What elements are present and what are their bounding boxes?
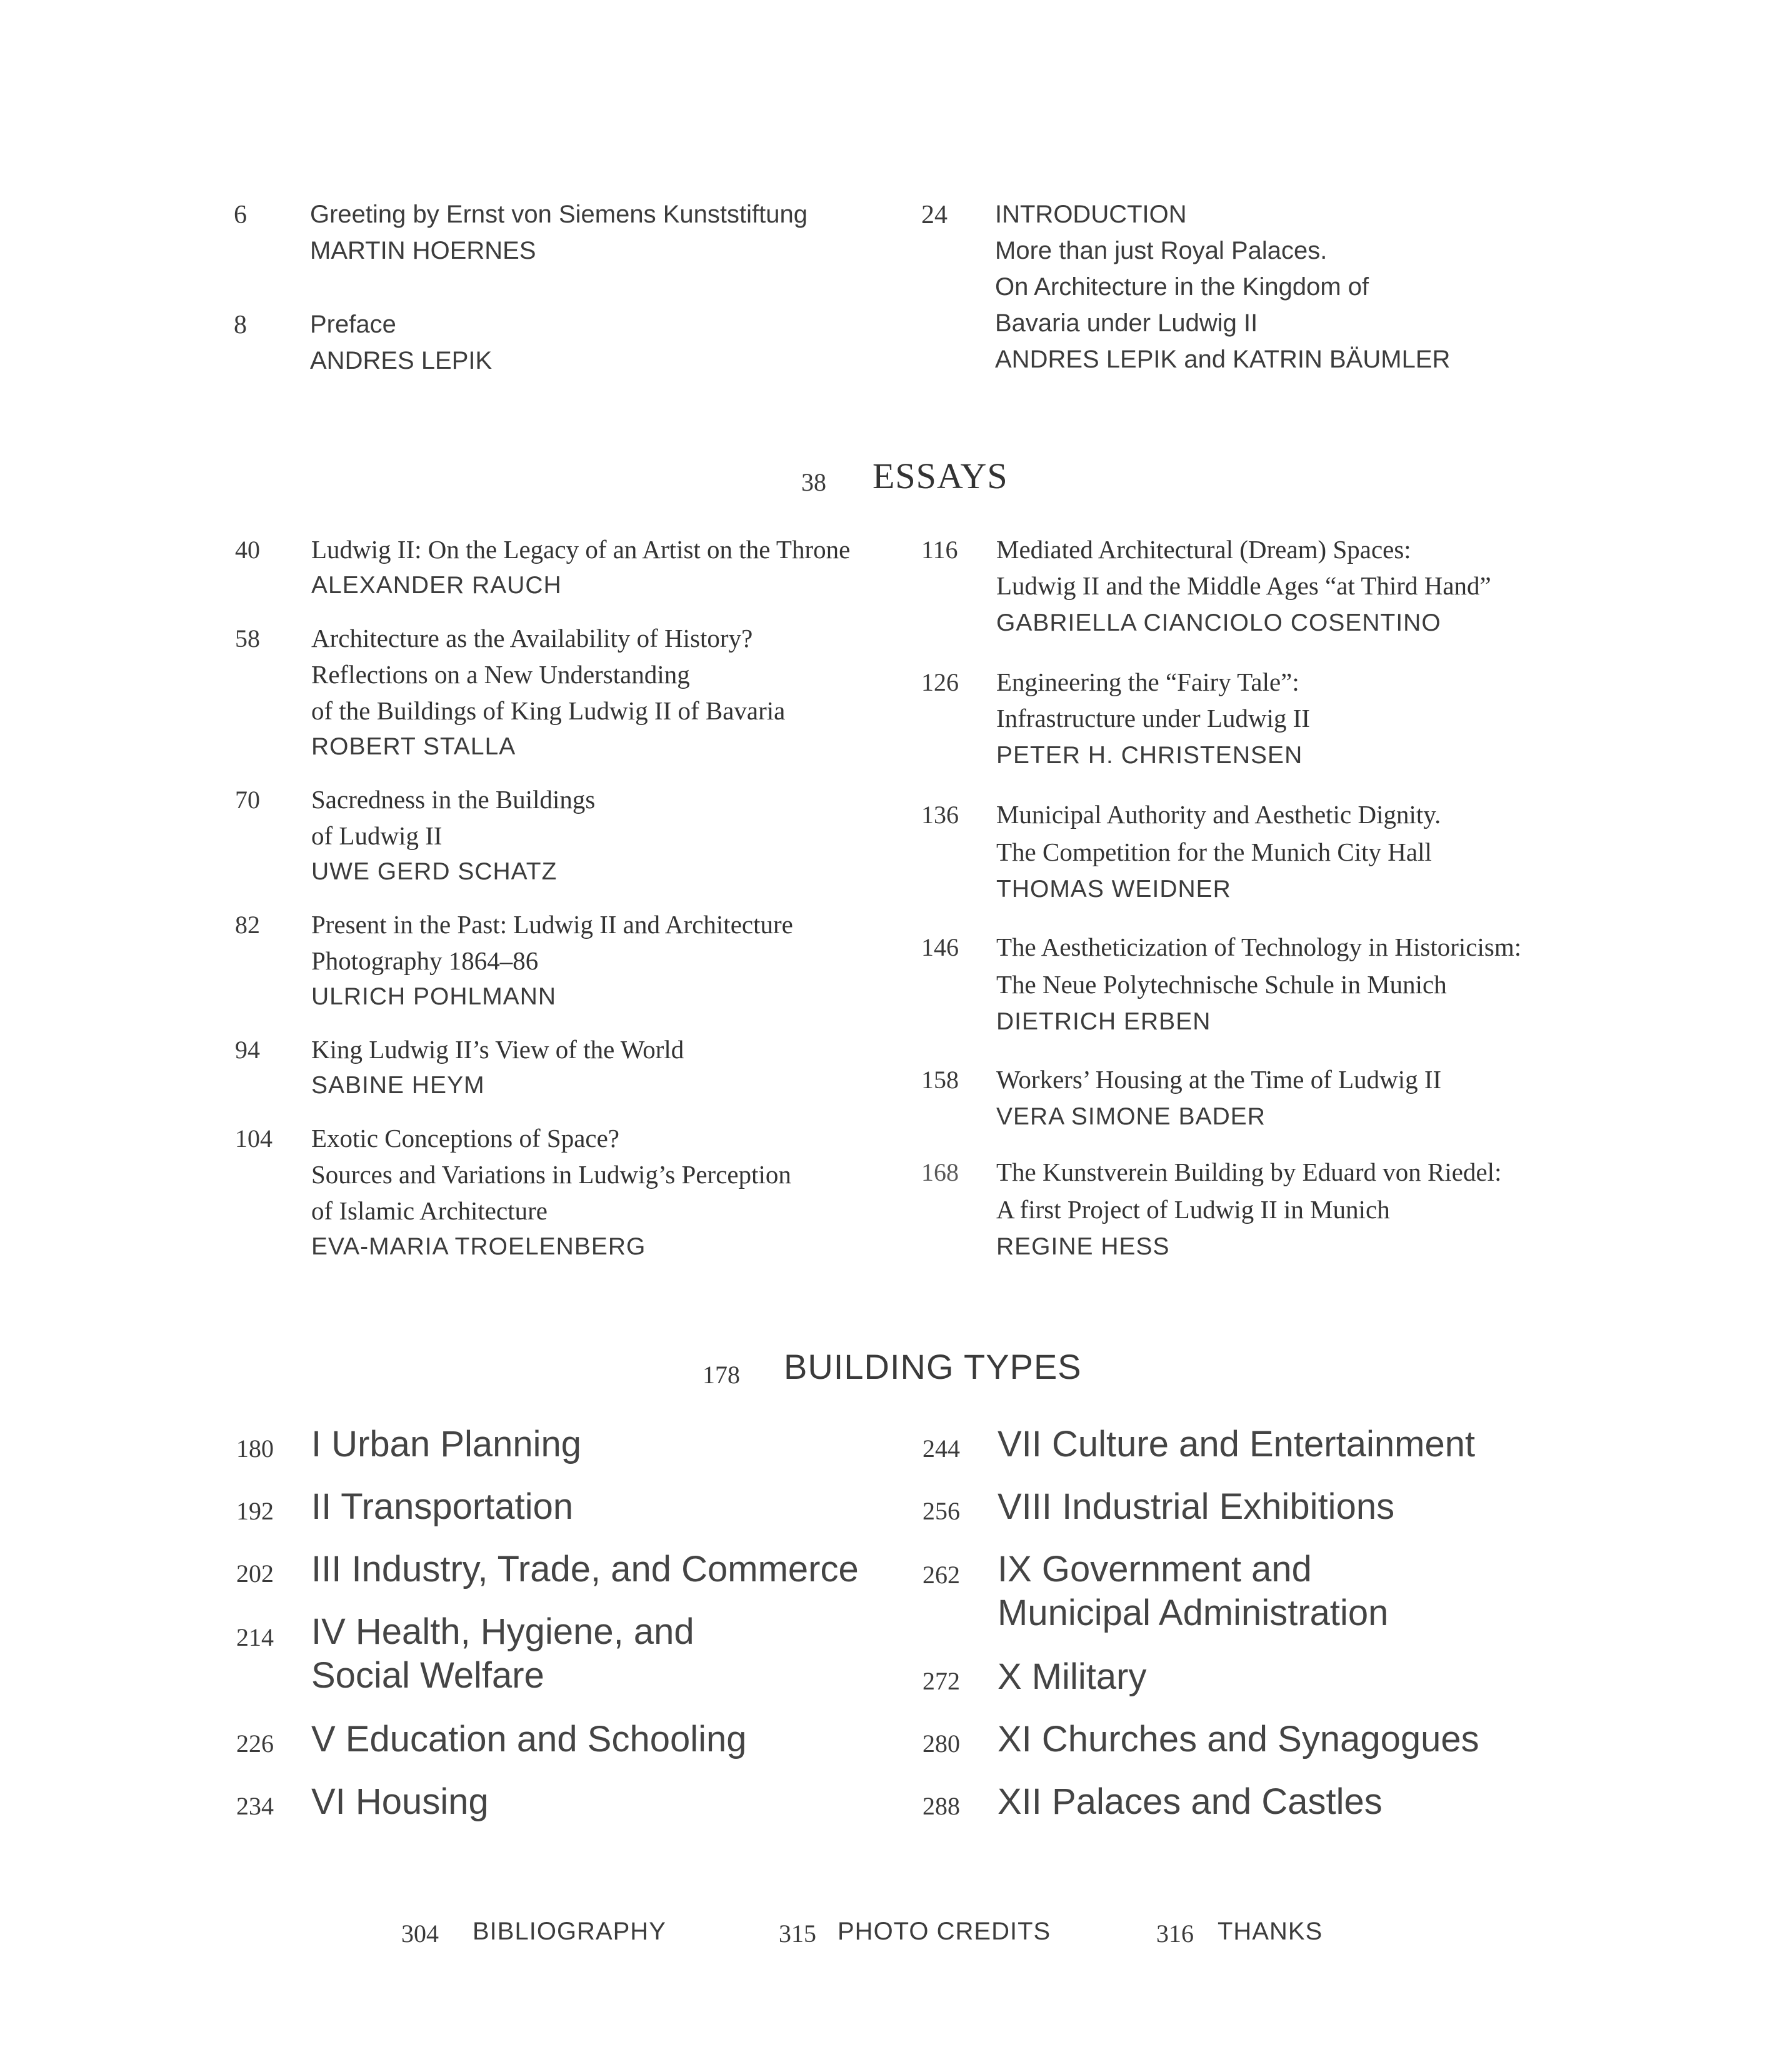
- toc-entry-title-line: of Islamic Architecture: [311, 1196, 548, 1225]
- toc-entry-title-line[interactable]: V Education and Schooling: [311, 1719, 747, 1759]
- toc-entry-title-line[interactable]: The Aestheticization of Technology in Historicism:: [996, 933, 1522, 961]
- toc-entry-title-line[interactable]: XI Churches and Synagogues: [998, 1719, 1479, 1759]
- section-title[interactable]: ESSAYS: [872, 456, 1008, 496]
- toc-entry-title-line[interactable]: IV Health, Hygiene, and: [311, 1611, 694, 1652]
- toc-entry-author: REGINE HESS: [996, 1233, 1170, 1260]
- toc-entry-author: ANDRES LEPIK: [310, 347, 492, 374]
- toc-entry-title[interactable]: BIBLIOGRAPHY: [472, 1918, 666, 1945]
- toc-entry-title-line: The Competition for the Munich City Hall: [996, 838, 1432, 866]
- section-page-number[interactable]: 38: [801, 468, 826, 496]
- toc-entry-title-line[interactable]: The Kunstverein Building by Eduard von Riedel:: [996, 1158, 1502, 1186]
- toc-page-number[interactable]: 94: [235, 1036, 260, 1064]
- toc-entry-title-line[interactable]: XII Palaces and Castles: [998, 1781, 1382, 1822]
- toc-entry-author: ULRICH POHLMANN: [311, 983, 557, 1010]
- toc-page-number[interactable]: 244: [922, 1434, 960, 1463]
- toc-entry-title-line[interactable]: King Ludwig II’s View of the World: [311, 1035, 684, 1064]
- toc-entry-title-line: A first Project of Ludwig II in Munich: [996, 1195, 1390, 1224]
- toc-entry-author: ROBERT STALLA: [311, 733, 516, 760]
- toc-entry-title-line[interactable]: Exotic Conceptions of Space?: [311, 1124, 620, 1153]
- toc-page-number[interactable]: 304: [401, 1919, 439, 1948]
- toc-page-number[interactable]: 256: [922, 1497, 960, 1525]
- toc-entry-title-line[interactable]: Mediated Architectural (Dream) Spaces:: [996, 535, 1411, 564]
- section-title[interactable]: BUILDING TYPES: [784, 1347, 1082, 1386]
- toc-page-number[interactable]: 70: [235, 786, 260, 814]
- toc-page-number[interactable]: 8: [234, 311, 247, 339]
- toc-page-number[interactable]: 192: [236, 1497, 274, 1525]
- toc-page-number[interactable]: 136: [921, 801, 959, 829]
- toc-page-number[interactable]: 214: [236, 1623, 274, 1651]
- toc-entry-author: ALEXANDER RAUCH: [311, 572, 562, 599]
- toc-page-number[interactable]: 280: [922, 1729, 960, 1758]
- toc-entry-title[interactable]: Greeting by Ernst von Siemens Kunststiftung: [310, 201, 808, 228]
- toc-page-number[interactable]: 272: [922, 1667, 960, 1695]
- toc-page-number[interactable]: 316: [1156, 1919, 1194, 1948]
- toc-page-number[interactable]: 40: [235, 536, 260, 564]
- toc-page-number[interactable]: 158: [921, 1066, 959, 1094]
- toc-page-number[interactable]: 288: [922, 1792, 960, 1820]
- toc-entry-title-line[interactable]: Engineering the “Fairy Tale”:: [996, 668, 1299, 696]
- toc-page-number[interactable]: 315: [779, 1919, 816, 1948]
- toc-entry-title-line[interactable]: Workers’ Housing at the Time of Ludwig II: [996, 1065, 1442, 1094]
- toc-entry-title-line[interactable]: X Military: [998, 1656, 1147, 1697]
- toc-entry-title-line: Photography 1864–86: [311, 946, 539, 975]
- toc-entry-title-line: Sources and Variations in Ludwig’s Perception: [311, 1160, 791, 1189]
- toc-entry-title-line[interactable]: Present in the Past: Ludwig II and Architecture: [311, 910, 793, 939]
- toc-page-number[interactable]: 226: [236, 1729, 274, 1758]
- toc-entry-title-line: of the Buildings of King Ludwig II of Bavaria: [311, 696, 786, 725]
- toc-entry-title-line: Ludwig II and the Middle Ages “at Third Hand”: [996, 571, 1491, 600]
- toc-page-number[interactable]: 116: [921, 536, 958, 564]
- toc-entry-title-line: Infrastructure under Ludwig II: [996, 704, 1311, 733]
- toc-entry-author: SABINE HEYM: [311, 1072, 485, 1099]
- toc-entry-author: PETER H. CHRISTENSEN: [996, 742, 1303, 769]
- toc-entry-title-line[interactable]: III Industry, Trade, and Commerce: [311, 1549, 859, 1589]
- toc-entry-title-line: Municipal Administration: [998, 1593, 1389, 1633]
- toc-page-number[interactable]: 168: [921, 1158, 959, 1186]
- toc-entry-title[interactable]: THANKS: [1218, 1918, 1323, 1945]
- toc-entry-title-line[interactable]: I Urban Planning: [311, 1424, 582, 1464]
- toc-entry-title-line[interactable]: Ludwig II: On the Legacy of an Artist on the Throne: [311, 535, 851, 564]
- toc-page-number[interactable]: 58: [235, 624, 260, 653]
- toc-entry-author: GABRIELLA CIANCIOLO COSENTINO: [996, 609, 1441, 636]
- toc-entry-title-line[interactable]: VII Culture and Entertainment: [998, 1424, 1476, 1464]
- toc-entry-author: THOMAS WEIDNER: [996, 876, 1231, 903]
- toc-entry-title-line: On Architecture in the Kingdom of: [995, 273, 1369, 301]
- toc-entry-title-line[interactable]: Architecture as the Availability of History?: [311, 624, 753, 653]
- toc-page-number[interactable]: 24: [921, 201, 948, 229]
- toc-page-number[interactable]: 104: [235, 1124, 272, 1153]
- toc-entry-author: VERA SIMONE BADER: [996, 1103, 1266, 1130]
- toc-entry-author: UWE GERD SCHATZ: [311, 858, 558, 885]
- toc-page-number[interactable]: 126: [921, 668, 959, 696]
- toc-entry-title-line[interactable]: Sacredness in the Buildings: [311, 785, 596, 814]
- toc-page-number[interactable]: 262: [922, 1561, 960, 1589]
- toc-entry-title-line[interactable]: II Transportation: [311, 1486, 574, 1527]
- toc-entry-author: EVA-MARIA TROELENBERG: [311, 1233, 646, 1260]
- toc-entry-title[interactable]: PHOTO CREDITS: [838, 1918, 1051, 1945]
- toc-entry-title-line[interactable]: Municipal Authority and Aesthetic Dignity.: [996, 800, 1441, 829]
- toc-page-number[interactable]: 234: [236, 1792, 274, 1820]
- toc-entry-title-line: Social Welfare: [311, 1655, 544, 1696]
- toc-entry-author: MARTIN HOERNES: [310, 237, 536, 264]
- toc-entry-title-line[interactable]: VIII Industrial Exhibitions: [998, 1486, 1395, 1527]
- toc-entry-author: DIETRICH ERBEN: [996, 1008, 1211, 1035]
- introduction-heading[interactable]: INTRODUCTION: [995, 201, 1187, 228]
- toc-entry-title[interactable]: Preface: [310, 311, 396, 338]
- toc-entry-title-line[interactable]: VI Housing: [311, 1781, 489, 1822]
- section-page-number[interactable]: 178: [702, 1361, 740, 1389]
- toc-entry-title-line: More than just Royal Palaces.: [995, 237, 1328, 264]
- toc-entry-title-line: The Neue Polytechnische Schule in Munich: [996, 970, 1447, 999]
- toc-page-number[interactable]: 146: [921, 933, 959, 961]
- toc-entry-title-line: Bavaria under Ludwig II: [995, 309, 1258, 337]
- toc-entry-title-line: Reflections on a New Understanding: [311, 660, 690, 689]
- toc-page-number[interactable]: 82: [235, 911, 260, 939]
- toc-page-number[interactable]: 6: [234, 201, 247, 229]
- toc-page-number[interactable]: 180: [236, 1434, 274, 1463]
- toc-page-number[interactable]: 202: [236, 1559, 274, 1588]
- toc-entry-title-line[interactable]: IX Government and: [998, 1549, 1312, 1589]
- toc-entry-title-line: of Ludwig II: [311, 821, 442, 850]
- toc-entry-author: ANDRES LEPIK and KATRIN BÄUMLER: [995, 346, 1451, 373]
